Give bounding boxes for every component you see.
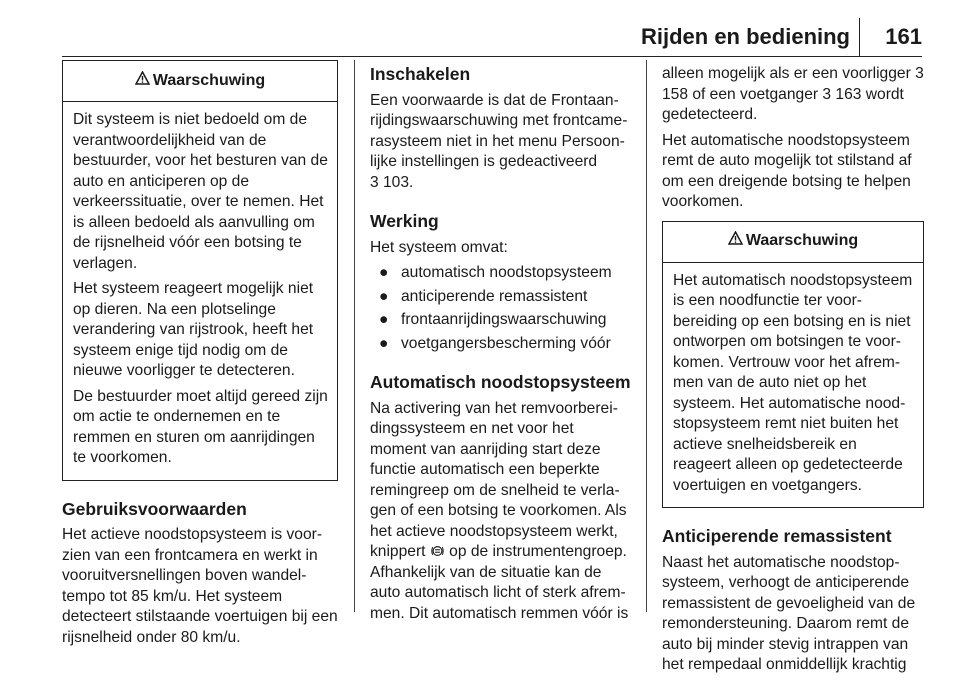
heading-conditions: Gebruiksvoorwaarden xyxy=(62,498,247,519)
paragraph: alleen mogelijk als er een voorligger 3 158 of een voetganger 3 163 wordt gedetecteerd. xyxy=(662,65,924,123)
warning-header xyxy=(63,61,337,102)
list-item: ● voetgangersbescherming vóór xyxy=(379,334,611,352)
feature-list xyxy=(370,263,632,354)
warning-body xyxy=(63,102,337,480)
page-number: 161 xyxy=(885,24,922,49)
warning-body xyxy=(663,263,923,508)
warning-triangle-icon xyxy=(728,231,743,252)
heading-activate: Inschakelen xyxy=(370,64,471,84)
column-separator xyxy=(354,60,355,612)
warning-triangle-icon xyxy=(135,71,150,92)
section-title: Rijden en bediening xyxy=(640,24,850,49)
list-item: ● frontaanrijdingswaarschuwing xyxy=(379,311,607,328)
page-header xyxy=(0,18,960,58)
warning-paragraph: Het automatisch noodstopsysteem is een noodfunctie ter voorbereiding op een botsing en is niet ontworpen om botsingen te voorkomen. Vertrouw voor het afremmen van de auto niet op het systeem. Het automatische noodstopsysteem remt niet buiten het actieve snelheidsbereik en reageert alleen op gedetecteerde voertuigen en voetgangers. xyxy=(673,271,913,494)
paragraph: Na activering van het remvoorbereidingssysteem en net voor het moment van aanrijding start deze functie automatisch een beperkte remingreep om de snelheid te verlagen of een botsing te voorkomen. Als het actieve noodstopsysteem werkt, knippert op de instrumentengroep. Afhankelijk van de situatie kan de auto automatisch licht of sterk afremmen. Dit automatisch remmen vóór is xyxy=(370,399,629,622)
warning-paragraph: De bestuurder moet altijd gereed zijn om actie te ondernemen en te remmen en sturen om aanrijdingen te voorkomen. xyxy=(73,387,328,466)
paragraph: Naast het automatische noodstopsysteem, verhoogt de anticiperende remassistent de gevoeligheid van de remondersteuning. Daarom remt de auto bij minder stevig intrappen van het rempedaal onmiddellijk krachtig xyxy=(662,553,916,673)
heading-operation: Werking xyxy=(370,211,439,231)
warning-paragraph: Het systeem reageert mogelijk niet op dieren. Na een plotselinge verandering van rijstrook, heeft het systeem enige tijd nodig om de nieuwe voorligger te detecteren. xyxy=(73,280,314,379)
header-divider xyxy=(859,18,860,56)
paragraph: Het automatische noodstopsysteem remt de auto mogelijk tot stilstand af om een dreigende botsing te helpen voorkomen. xyxy=(662,131,912,210)
paragraph: Het actieve noodstopsysteem is voorzien van een frontcamera en werkt in vooruitversnellingen boven wandeltempo tot 85 km/u. Het systeem detecteert stilstaande voertuigen bij een rijsnelheid onder 80 km/u. xyxy=(62,526,338,646)
column-2 xyxy=(370,60,632,629)
page-reference: 3 103. xyxy=(370,173,414,191)
warning-title: Waarschuwing xyxy=(152,71,266,89)
brake-warning-icon xyxy=(430,543,445,560)
header-rule xyxy=(62,56,922,57)
heading-brake-assist: Anticiperende remassistent xyxy=(662,526,892,546)
warning-title: Waarschuwing xyxy=(745,232,859,250)
warning-box xyxy=(62,60,338,481)
column-3 xyxy=(662,60,924,681)
warning-box xyxy=(662,221,924,509)
warning-paragraph: Dit systeem is niet bedoeld om de verantwoordelijkheid van de bestuurder, voor het besturen van de auto en anticiperen op de verkeerssituatie, over te nemen. Het is alleen bedoeld als aanvulling om de rijsnelheid vóór een botsing te verlagen. xyxy=(73,111,328,272)
paragraph: Een voorwaarde is dat de Frontaanrijdingswaarschuwing met frontcamerasysteem niet in het menu Persoonlijke instellingen is gedeactiveerd xyxy=(370,91,628,170)
paragraph: Het systeem omvat: xyxy=(370,238,508,256)
list-item: ● automatisch noodstopsysteem xyxy=(379,264,612,281)
column-1 xyxy=(62,60,338,653)
list-item: ● anticiperende remassistent xyxy=(379,287,588,305)
heading-emergency-brake: Automatisch noodstopsysteem xyxy=(370,372,631,392)
column-separator xyxy=(646,60,647,612)
warning-header xyxy=(663,222,923,263)
